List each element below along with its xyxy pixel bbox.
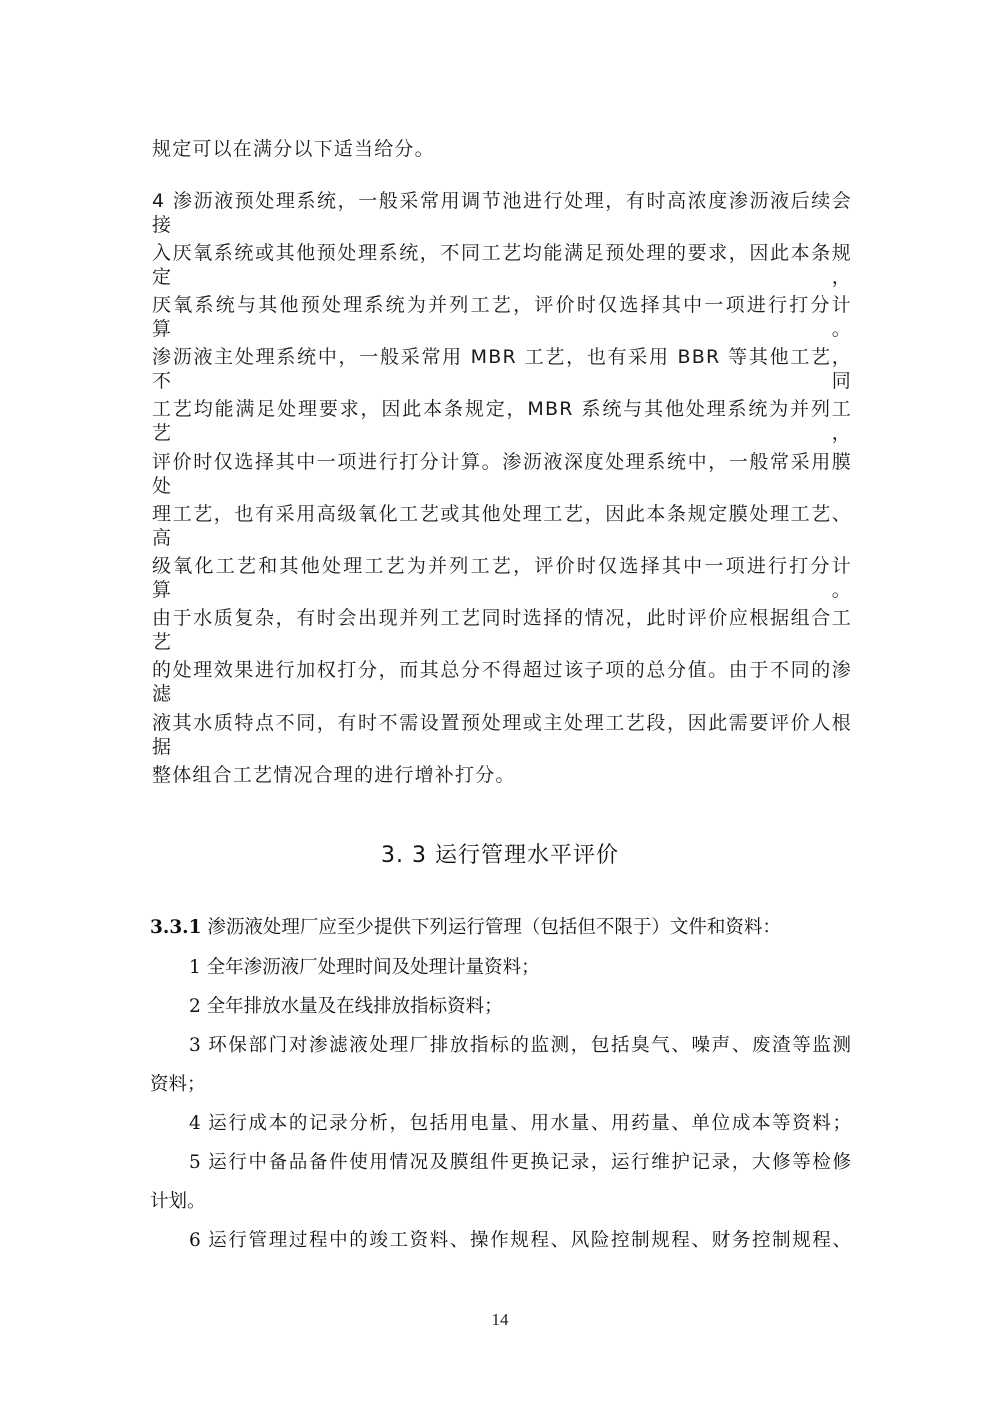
text-line: 液其水质特点不同，有时不需设置预处理或主处理工艺段，因此需要评价人根据	[152, 712, 852, 758]
text-line: 厌氧系统与其他预处理系统为并列工艺，评价时仅选择其中一项进行打分计算。	[152, 294, 852, 340]
text-line: 由于水质复杂，有时会出现并列工艺同时选择的情况，此时评价应根据组合工艺	[152, 607, 852, 653]
list-item: 6 运行管理过程中的竣工资料、操作规程、风险控制规程、财务控制规程、	[189, 1230, 851, 1251]
text-line: 级氧化工艺和其他处理工艺为并列工艺，评价时仅选择其中一项进行打分计算。	[152, 555, 852, 601]
clause-heading-line	[150, 915, 850, 941]
list-item-continuation: 资料；	[150, 1074, 206, 1095]
list-item-continuation: 计划。	[150, 1191, 206, 1212]
text-line: 渗沥液主处理系统中，一般采常用 MBR 工艺，也有采用 BBR 等其他工艺，不同	[152, 346, 852, 392]
text-line: 评价时仅选择其中一项进行打分计算。渗沥液深度处理系统中，一般常采用膜处	[152, 451, 852, 497]
text-line: 的处理效果进行加权打分，而其总分不得超过该子项的总分值。由于不同的渗滤	[152, 659, 852, 705]
text-line: 4 渗沥液预处理系统，一般采常用调节池进行处理，有时高浓度渗沥液后续会接	[152, 190, 852, 236]
list-item: 4 运行成本的记录分析，包括用电量、用水量、用药量、单位成本等资料；	[189, 1113, 851, 1134]
text-line: 入厌氧系统或其他预处理系统，不同工艺均能满足预处理的要求，因此本条规定，	[152, 242, 852, 288]
list-item: 1 全年渗沥液厂处理时间及处理计量资料；	[189, 957, 540, 978]
list-item: 5 运行中备品备件使用情况及膜组件更换记录，运行维护记录，大修等检修	[189, 1152, 851, 1173]
list-item: 3 环保部门对渗滤液处理厂排放指标的监测，包括臭气、噪声、废渣等监测	[189, 1035, 851, 1056]
text-line: 整体组合工艺情况合理的进行增补打分。	[152, 764, 516, 786]
section-title: 3. 3 运行管理水平评价	[381, 843, 619, 868]
clause-text: 渗沥液处理厂应至少提供下列运行管理（包括但不限于）文件和资料：	[207, 917, 781, 938]
text-line: 理工艺，也有采用高级氧化工艺或其他处理工艺，因此本条规定膜处理工艺、高	[152, 503, 852, 549]
text-line: 工艺均能满足处理要求，因此本条规定，MBR 系统与其他处理系统为并列工艺，	[152, 398, 852, 444]
page-number: 14	[491, 1310, 509, 1329]
clause-number: 3.3.1	[150, 917, 202, 938]
list-item: 2 全年排放水量及在线排放指标资料；	[189, 996, 503, 1017]
text-line: 规定可以在满分以下适当给分。	[152, 138, 435, 160]
